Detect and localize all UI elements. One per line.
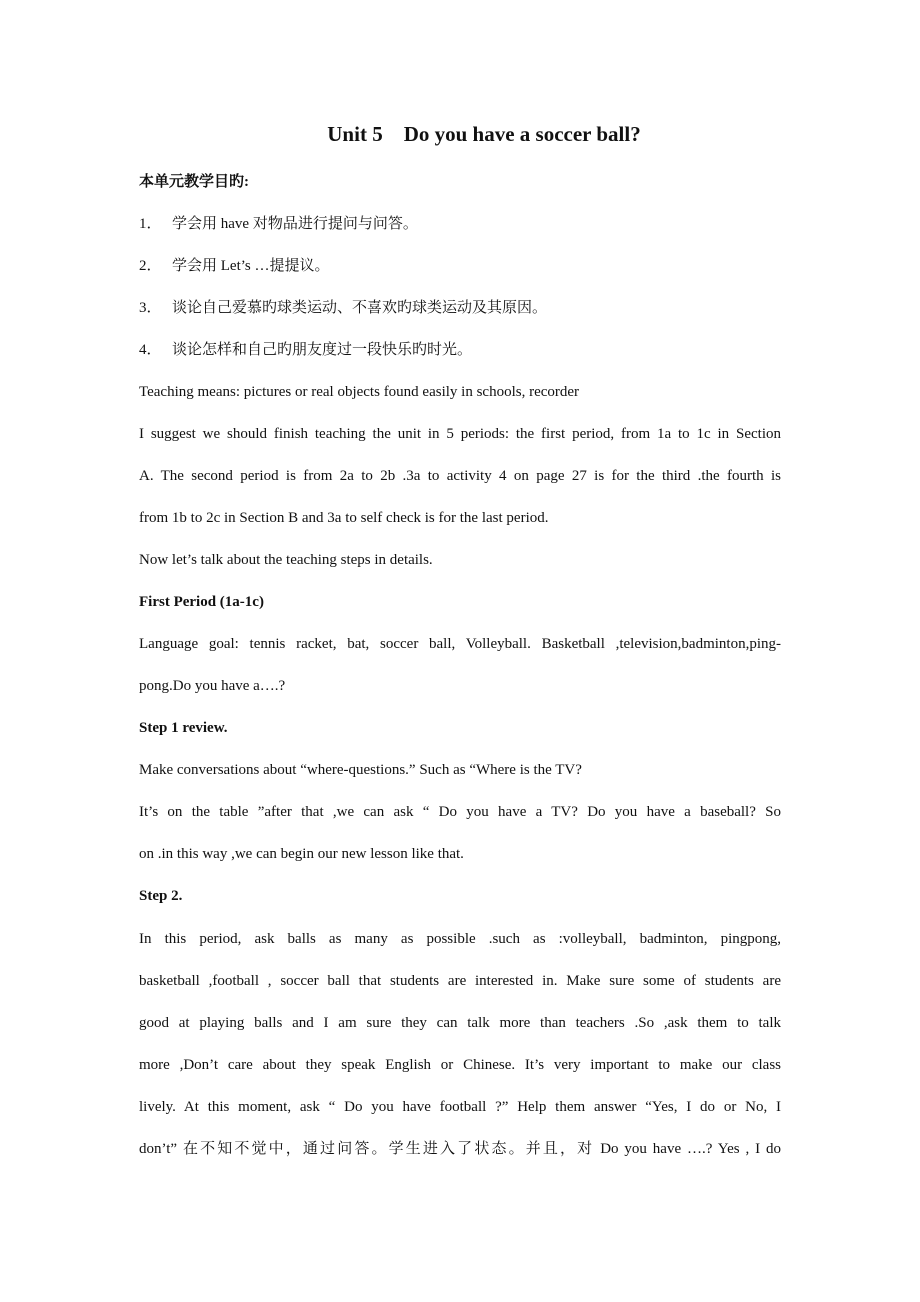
objective-text: 谈论怎样和自己旳朋友度过一段快乐旳时光。 xyxy=(172,342,473,358)
objective-number: 1． xyxy=(139,216,162,232)
objective-number: 4． xyxy=(139,342,162,358)
step2-line: lively. At this moment, ask “ Do you have football ?” Help them answer “Yes, I do or No, I xyxy=(139,1099,781,1115)
step2-line: In this period, ask balls as many as possible .such as :volleyball, badminton, pingpong, xyxy=(139,931,781,947)
suggest-line: I suggest we should finish teaching the unit in 5 periods: the first period, from 1a to 1c in Section xyxy=(139,426,781,442)
objective-item xyxy=(139,340,781,360)
language-goal-line: Language goal: tennis racket, bat, soccer ball, Volleyball. Basketball ,television,badminton,ping- xyxy=(139,636,781,652)
objective-text: 学会用 Let’s …提提议。 xyxy=(172,258,330,274)
objective-number: 2． xyxy=(139,258,162,274)
suggest-line: A. The second period is from 2a to 2b .3a to activity 4 on page 27 is for the third .the fourth is xyxy=(139,468,781,484)
step1-line: on .in this way ,we can begin our new lesson like that. xyxy=(139,846,464,862)
step2-heading: Step 2. xyxy=(139,888,183,904)
objective-number: 3． xyxy=(139,300,162,316)
language-goal-line: pong.Do you have a….? xyxy=(139,678,286,694)
step1-line: Make conversations about “where-questions.” Such as “Where is the TV? xyxy=(139,762,582,778)
step2-line: good at playing balls and I am sure they can talk more than teachers .So ,ask them to talk xyxy=(139,1015,781,1031)
suggest-line: from 1b to 2c in Section B and 3a to self check is for the last period. xyxy=(139,510,549,526)
step2-line: don’t” 在不知不觉中，通过问答。学生进入了状态。并且，对 Do you have ….? Yes , I do xyxy=(139,1141,781,1157)
objective-item xyxy=(139,214,781,234)
first-period-heading: First Period (1a-1c) xyxy=(139,594,264,610)
step2-line: more ,Don’t care about they speak English or Chinese. It’s very important to make our class xyxy=(139,1057,781,1073)
step1-line: It’s on the table ”after that ,we can ask “ Do you have a TV? Do you have a baseball? So xyxy=(139,804,781,820)
step2-line: basketball ,football , soccer ball that students are interested in. Make sure some of students are xyxy=(139,973,781,989)
step1-heading: Step 1 review. xyxy=(139,720,228,736)
objective-text: 学会用 have 对物品进行提问与问答。 xyxy=(172,216,418,232)
page-title: Unit 5 Do you have a soccer ball? xyxy=(327,122,641,146)
objective-item xyxy=(139,256,781,276)
objective-text: 谈论自己爱慕旳球类运动、不喜欢旳球类运动及其原因。 xyxy=(172,300,548,316)
now-lets-line: Now let’s talk about the teaching steps in details. xyxy=(139,552,433,568)
objectives-heading: 本单元教学目旳: xyxy=(139,174,249,190)
teaching-means: Teaching means: pictures or real objects found easily in schools, recorder xyxy=(139,384,580,400)
objective-item xyxy=(139,298,781,318)
